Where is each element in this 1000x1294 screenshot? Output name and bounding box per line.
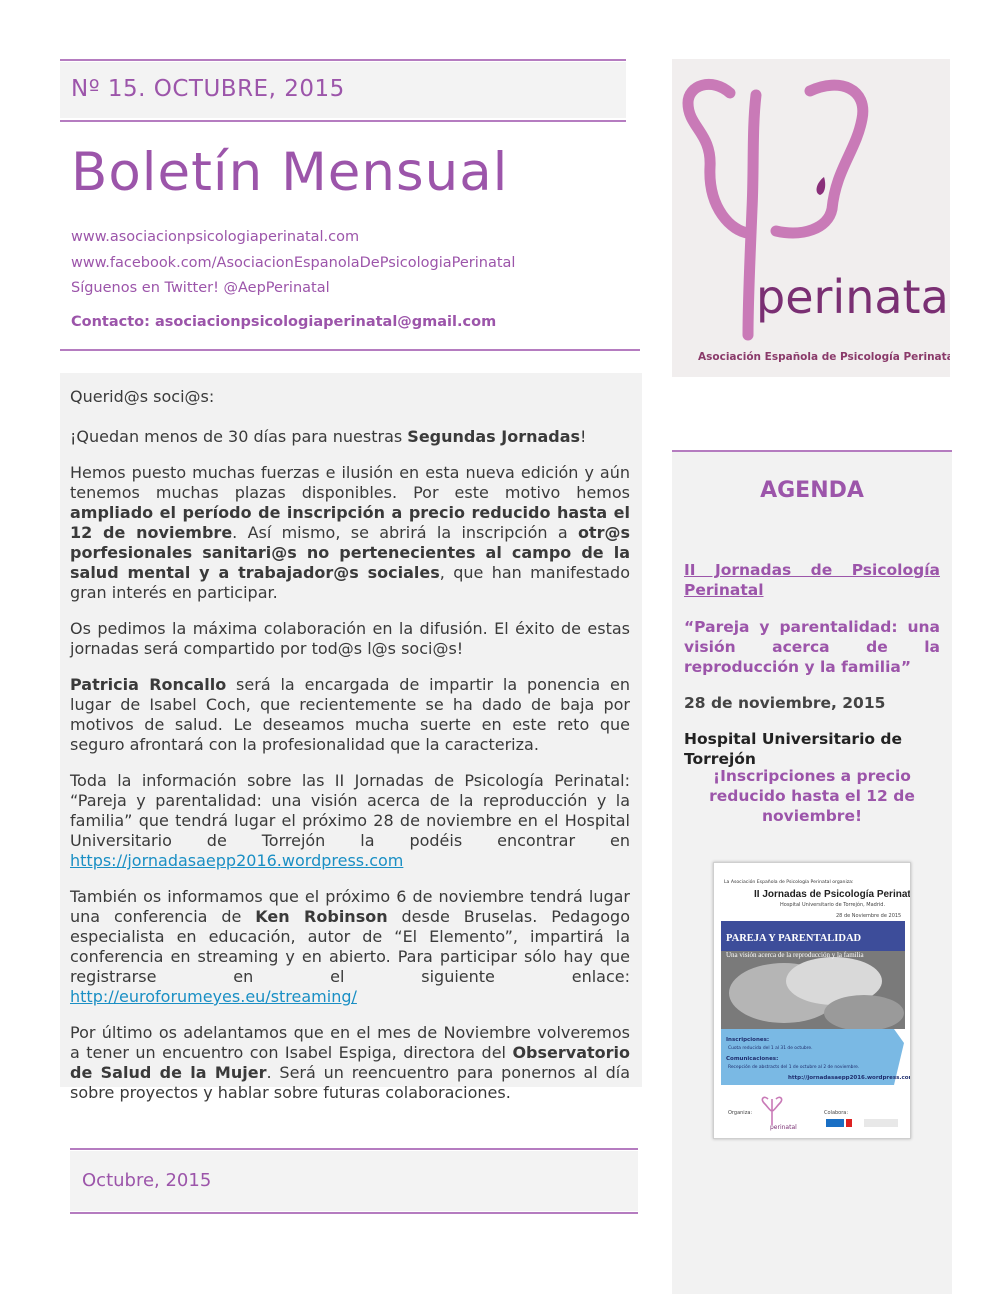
event-place: Hospital Universitario de Torrejón — [684, 730, 903, 768]
svg-text:PAREJA Y PARENTALIDAD: PAREJA Y PARENTALIDAD — [726, 933, 862, 944]
footer-top-rule — [70, 1148, 638, 1150]
letter-paragraph: También os informamos que el próximo 6 de noviembre tendrá lugar una conferencia de Ken Robinson desde Bruselas. Pedagogo especialista en educación, autor de “El Elemento”, impartirá la conferencia en streaming y en abierto. Para participar sólo hay que registrarse en el siguiente enlace: http://euroforumeyes.eu/streaming/ — [70, 887, 631, 1006]
footer-date: Octubre, 2015 — [82, 1170, 212, 1191]
website-link[interactable]: www.asociacionpsicologiaperinatal.com — [71, 229, 360, 245]
letter-paragraph: Hemos puesto muchas fuerzas e ilusión en esta nueva edición y aún tenemos muchas plazas disponibles. Por este motivo hemos ampliado el período de inscripción a precio reducido hasta el 12 de noviembre. Así mismo, se abrirá la inscripción a otr@s porfesionales sanitari@s no pertenecientes al campo de la salud mental y a trabajador@s sociales, que han manifestado gran interés en participar. — [70, 463, 630, 602]
event-subtitle: “Pareja y parentalidad: una visión acerca de la reproducción y la familia” — [684, 618, 940, 676]
event-link[interactable]: II Jornadas de Psicología Perinatal — [684, 561, 940, 599]
letter-greeting: Querid@s soci@s: — [70, 387, 215, 406]
svg-text:Hospital Universitario de Torr: Hospital Universitario de Torrejón, Madrid. — [780, 902, 886, 908]
event-date: 28 de noviembre, 2015 — [684, 694, 886, 712]
header-links — [71, 225, 515, 302]
svg-text:Una visión acerca de la reprod: Una visión acerca de la reproducción y la familia — [726, 951, 864, 959]
svg-text:Comunicaciones:: Comunicaciones: — [726, 1056, 779, 1062]
header-bottom-rule — [60, 349, 640, 351]
svg-text:Inscripciones:: Inscripciones: — [726, 1037, 770, 1043]
agenda-sidebar — [672, 452, 952, 1294]
header-top-rule — [60, 59, 626, 61]
footer-bar — [70, 1151, 638, 1211]
event-promo: ¡Inscripciones a precio reducido hasta el 12 de noviembre! — [709, 767, 915, 825]
event-poster[interactable] — [713, 862, 911, 1139]
footer-bottom-rule — [70, 1212, 638, 1214]
letter-paragraph: Por último os adelantamos que en el mes de Noviembre volveremos a tener un encuentro con Isabel Espiga, directora del Observatorio de Salud de la Mujer. Será un reencuentro para ponernos al día sobre proyectos y hablar sobre futuras colaboraciones. — [70, 1023, 631, 1102]
logo-subtitle: Asociación Española de Psicología Perinatal — [698, 351, 950, 363]
jornadas-link[interactable]: https://jornadasaepp2016.wordpress.com — [70, 851, 404, 870]
svg-text:Recepción de abstracts del 1 d: Recepción de abstracts del 1 de octubre al 2 de noviembre. — [728, 1065, 860, 1070]
issue-number: Nº 15. OCTUBRE, 2015 — [71, 76, 345, 102]
logo-word: perinatal — [756, 270, 950, 324]
letter-body — [70, 387, 630, 1119]
header-issue-rule — [60, 120, 626, 122]
facebook-link[interactable]: www.facebook.com/AsociacionEspanolaDePsicologiaPerinatal — [71, 254, 516, 271]
svg-text:La Asociación Española de Psic: La Asociación Española de Psicología Perinatal organiza: — [724, 880, 854, 885]
letter-paragraph: Toda la información sobre las II Jornadas de Psicología Perinatal: “Pareja y parentalidad: una visión acerca de la reproducción y la familia” que tendrá lugar el próximo 28 de noviembre en el Hospital Universitario de Torrejón la podéis encontrar en https://jornadasaepp2016.wordpress.com — [70, 771, 630, 870]
streaming-link[interactable]: http://euroforumeyes.eu/streaming/ — [70, 987, 357, 1006]
letter-paragraph: ¡Quedan menos de 30 días para nuestras Segundas Jornadas! — [70, 427, 587, 446]
agenda-title: AGENDA — [760, 478, 864, 503]
svg-text:Organiza:: Organiza: — [728, 1110, 753, 1116]
poster-art — [714, 863, 910, 1138]
svg-text:Cuota reducida del 1 al 31 de: Cuota reducida del 1 al 31 de octubre. — [728, 1046, 813, 1051]
svg-text:Colabora:: Colabora: — [824, 1110, 849, 1116]
page-title: Boletín Mensual — [71, 142, 509, 203]
letter-panel — [60, 373, 642, 1102]
letter-paragraph: Os pedimos la máxima colaboración en la difusión. El éxito de estas jornadas será compartido por tod@s l@s soci@s! — [70, 619, 630, 658]
letter-paragraph: Patricia Roncallo será la encargada de impartir la ponencia en lugar de Isabel Coch, que recientemente se ha dado de baja por motivos de salud. Le deseamos mucha suerte en este reto que seguro afrontará con la profesionalidad que la caracteriza. — [70, 675, 630, 754]
psi-logo-icon — [672, 59, 950, 377]
issue-bar — [60, 62, 626, 118]
svg-text:http://jornadasaepp2016.wordpr: http://jornadasaepp2016.wordpress.com — [788, 1075, 910, 1081]
contact-email[interactable]: Contacto: asociacionpsicologiaperinatal@gmail.com — [71, 314, 497, 330]
perinatal-logo — [672, 59, 950, 377]
svg-text:II Jornadas de Psicología Peri: II Jornadas de Psicología Perinatal — [754, 889, 910, 900]
twitter-link[interactable]: Síguenos en Twitter! @AepPerinatal — [71, 280, 330, 296]
svg-text:perinatal: perinatal — [770, 1124, 797, 1131]
svg-text:28 de Noviembre de 2015: 28 de Noviembre de 2015 — [836, 913, 902, 919]
